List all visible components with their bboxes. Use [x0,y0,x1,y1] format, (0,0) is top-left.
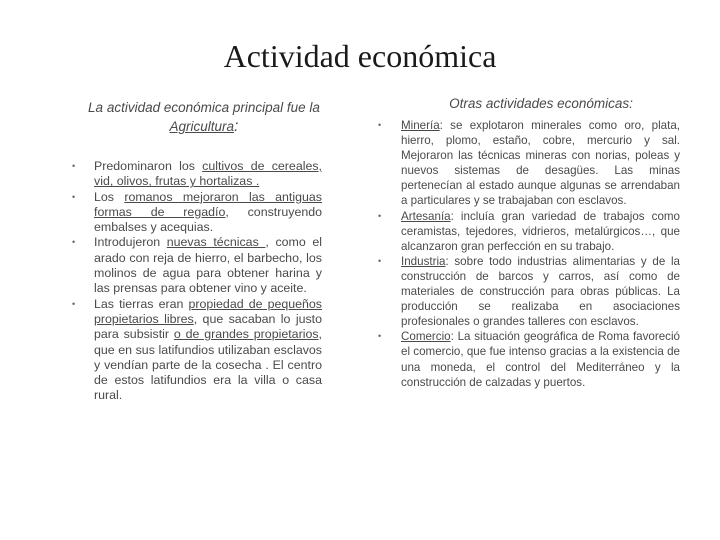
bullet-icon: • [378,255,382,266]
bullet-icon: • [378,210,382,221]
list-item: • Comercio: La situación geográfica de Roma favoreció el comercio, que fue intenso gracias a la existencia de una moneda, el control del Mediterráneo y la construcción de calzadas y puertos. [378,330,680,389]
list-item: • Los romanos mejoraron las antiguas formas de regadío, construyendo embalses y acequias. [72,189,323,235]
bullet-icon: • [378,331,382,342]
slide-title: Actividad económica [223,38,497,74]
left-bullet-list [72,159,322,404]
heading-text: La actividad económica principal fue la [88,100,320,115]
bullet-icon: • [378,120,382,130]
list-item: • Predominaron los cultivos de cereales, vid, olivos, frutas y hortalizas . [72,159,322,189]
list-item: • Introdujeron nuevas técnicas , como el arado con reja de hierro, el barbecho, los molinos de agua para obtener harina y las prensas para obtener vino y aceite. [72,235,322,296]
list-item: • Las tierras eran propiedad de pequeños propietarios libres, que sacaban lo justo para subsistir o de grandes propietarios, que en sus latifundios utilizaban esclavos y vendían parte de la cosecha . El centro de estos latifundios era la villa o casa rural. [72,296,323,403]
bullet-icon: • [72,237,76,248]
bullet-icon: • [72,298,76,309]
left-column-heading [74,98,334,136]
heading-colon: : [234,118,239,135]
heading-keyword: Agricultura [169,119,235,134]
bullet-icon: • [72,191,76,202]
list-item: • Industria: sobre todo industrias alimentarias y de la construcción de barcos y carros, así como de materiales de construcción para obras públicas. La producción se realizaba en asociaciones profesionales o grandes talleres con esclavos. [378,254,680,329]
list-item: • Artesanía: incluía gran variedad de trabajos como ceramistas, tejedores, vidrieros, metalúrgicos…, que alcanzaron gran perfección en su trabajo. [378,209,680,253]
list-item: • Minería: se explotaron minerales como oro, plata, hierro, plomo, estaño, cobre, mercurio y sal. Mejoraron las técnicas mineras con norias, poleas y nuevos sistemas de desagües. Las minas pertenecían al estado aunque algunas se arrendaban a particulares y se trabajaban con esclavos. [378,119,680,208]
bullet-icon: • [72,161,76,171]
right-bullet-list [378,118,680,390]
right-column-heading: Otras actividades económicas: [449,96,633,111]
